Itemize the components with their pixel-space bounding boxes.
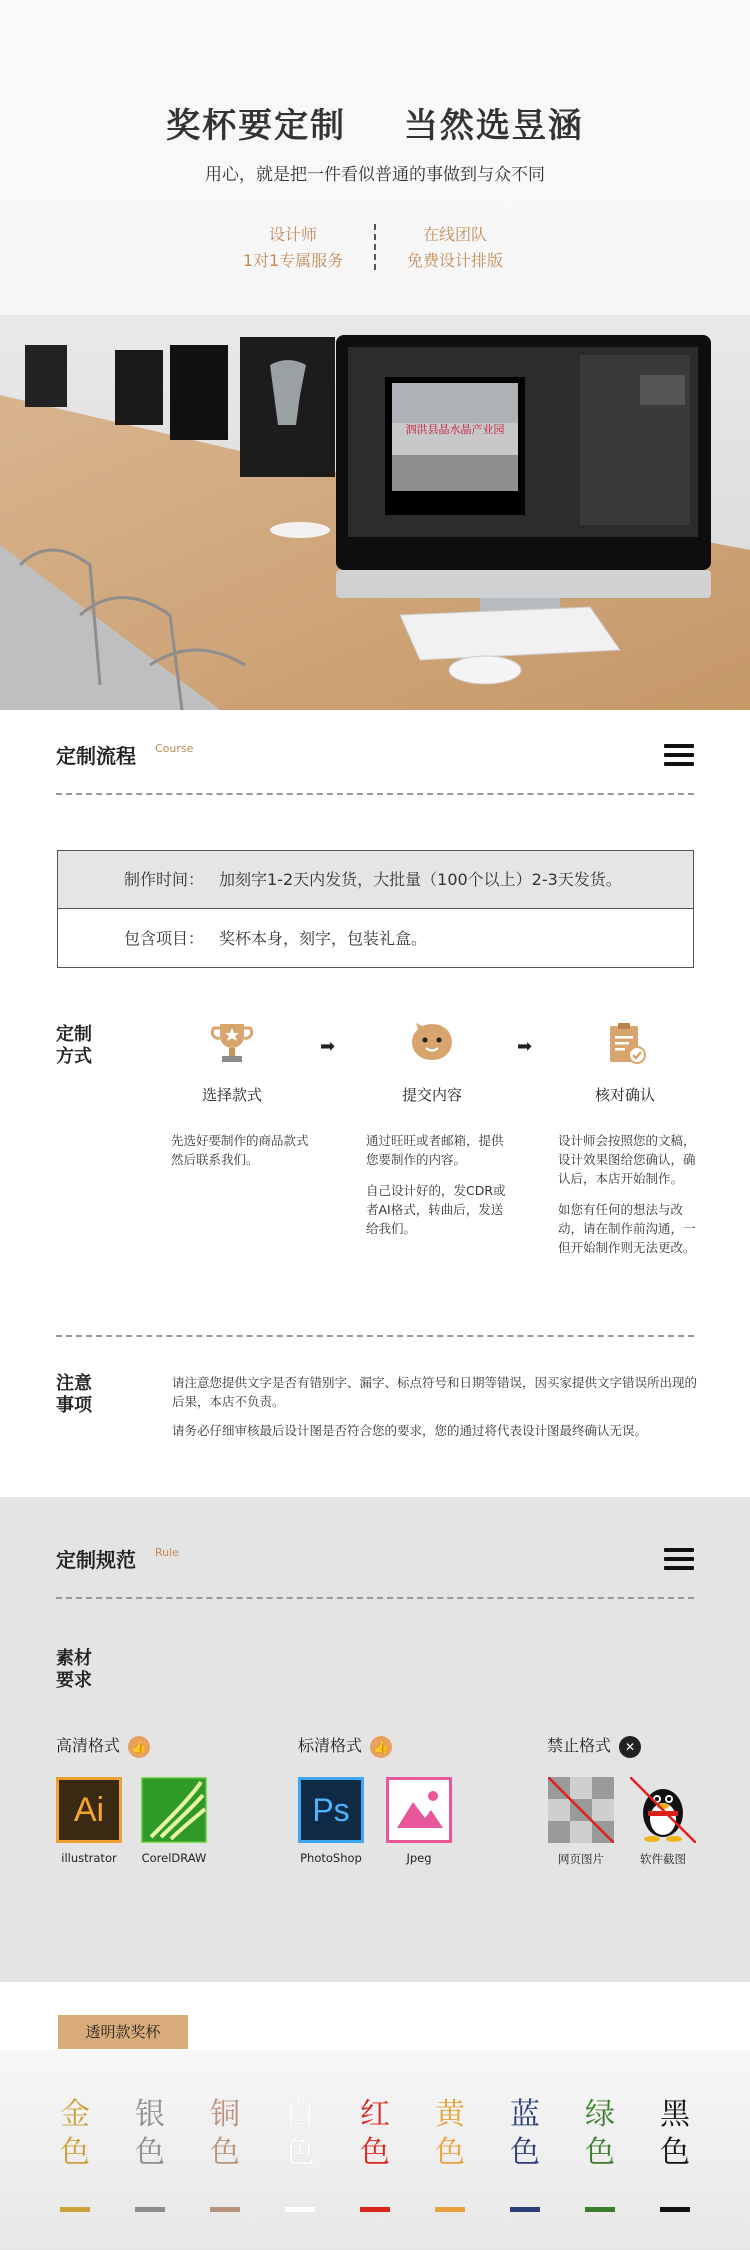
hero-title [0,98,750,147]
color-swatch [285,2207,315,2212]
rules-title-en: Rule [155,1546,179,1559]
hero-subtitle: 用心，就是把一件看似普通的事做到与众不同 [205,165,545,185]
screen-sign: 泗洪县晶水晶产业园 [405,423,505,436]
step-title: 提交内容 [401,1086,462,1104]
color-char: 红 [360,2097,390,2132]
color-option[interactable] [130,2096,170,2172]
material-label-line: 素材 [56,1648,92,1669]
step-desc-text: 通过旺旺或者邮箱，提供您要制作的内容。 [366,1133,504,1167]
app-label: 网页图片 [558,1852,604,1866]
step-title: 核对确认 [594,1086,655,1104]
ban-icon: ✕ [619,1736,641,1758]
rules-title: 定制规范 [56,1548,136,1572]
format-hd-head [56,1733,150,1758]
color-option[interactable] [580,2096,620,2172]
color-swatch [360,2207,390,2212]
color-char: 色 [135,2135,165,2170]
step-desc-text: 设计师会按照您的文稿，设计效果图给您确认，确认后，本店开始制作。 [558,1133,696,1186]
illustrator-icon: Ai [56,1777,122,1843]
note-text: 请注意您提供文字是否有错别字、漏字、标点符号和日期等错误，因买家提供文字错误所出现的后果，本店不负责。 [172,1375,698,1409]
color-char: 黄 [435,2097,465,2132]
method-label-line: 定制 [56,1024,92,1045]
color-char: 色 [210,2135,240,2170]
color-char: 金 [60,2097,90,2132]
process-title-en: Course [155,742,194,755]
computer-lab-photo [0,315,750,710]
format-head-label: 高清格式 [56,1736,121,1755]
step-select-style [147,1020,317,1105]
photoshop-icon: Ps [298,1777,364,1843]
material-label [56,1648,92,1692]
note-label-line: 注意 [56,1373,92,1394]
table-row [58,910,693,968]
color-option[interactable] [280,2096,320,2172]
method-label-line: 方式 [56,1046,92,1067]
step-title: 选择款式 [201,1086,262,1104]
coreldraw-icon [141,1777,207,1843]
arrow-right-icon: ➡ [517,1036,533,1057]
feature-designer [203,222,383,274]
notes [172,1373,697,1450]
step-desc-text: 先选好要制作的商品款式然后联系我们。 [171,1133,309,1167]
process-title: 定制流程 [56,744,136,768]
color-swatch [435,2207,465,2212]
color-char: 色 [510,2135,540,2170]
color-option[interactable] [205,2096,245,2172]
section-divider [56,793,694,795]
table-row [58,851,693,909]
color-char: 黑 [660,2097,690,2132]
trophy-icon [209,1020,255,1066]
color-char: 铜 [210,2097,240,2132]
color-char: 色 [435,2135,465,2170]
app-label: CorelDRAW [141,1851,207,1865]
color-option[interactable] [430,2096,470,2172]
color-char: 白 [285,2097,315,2132]
color-option[interactable] [355,2096,395,2172]
color-option[interactable] [505,2096,545,2172]
transparent-trophy-tag: 透明款奖杯 [58,2015,188,2049]
step-description [558,1131,698,1269]
color-char: 银 [135,2097,165,2132]
feature-line: 设计师 [268,225,317,244]
thumbs-up-icon: 👍 [370,1736,392,1758]
color-char: 色 [660,2135,690,2170]
color-char: 色 [585,2135,615,2170]
color-char: 色 [360,2135,390,2170]
chat-icon [409,1020,455,1066]
step-description [171,1131,311,1181]
color-swatch [60,2207,90,2212]
qq-penguin-icon [630,1777,696,1843]
color-option[interactable] [655,2096,695,2172]
step-confirm [540,1020,710,1105]
color-swatch [510,2207,540,2212]
color-char: 色 [285,2135,315,2170]
color-swatch [660,2207,690,2212]
menu-icon[interactable] [664,744,694,766]
row-value: 加刻字1-2天内发货，大批量（100个以上）2-3天发货。 [219,870,622,889]
format-head-label: 禁止格式 [547,1736,612,1755]
color-swatch [135,2207,165,2212]
row-label: 制作时间： [124,870,205,889]
feature-line: 免费设计排版 [406,251,503,270]
app-label: illustrator [61,1851,117,1865]
row-label: 包含项目： [124,929,205,948]
color-swatch [585,2207,615,2212]
step-desc-text: 自己设计好的，发CDR或者AI格式，转曲后，发送给我们。 [366,1183,506,1236]
app-label: 软件截图 [640,1852,686,1866]
color-char: 蓝 [510,2097,540,2132]
note-text: 请务必仔细审核最后设计图是否符合您的要求，您的通过将代表设计图最终确认无误。 [172,1423,648,1438]
color-swatch [210,2207,240,2212]
color-option[interactable] [55,2096,95,2172]
section-divider [56,1597,694,1599]
section-divider [56,1335,694,1337]
method-label [56,1024,92,1068]
menu-icon[interactable] [664,1548,694,1570]
note-label [56,1373,92,1417]
web-image-icon [548,1777,614,1843]
arrow-right-icon: ➡ [320,1036,336,1057]
format-sd-head [298,1733,392,1758]
feature-line: 1对1专属服务 [242,251,344,270]
color-char: 绿 [585,2097,615,2132]
format-banned-head [547,1733,641,1758]
info-table [57,850,694,968]
color-char: 色 [60,2135,90,2170]
app-label: Jpeg [406,1851,432,1865]
app-label: PhotoShop [300,1851,362,1865]
step-desc-text: 如您有任何的想法与改动，请在制作前沟通，一但开始制作则无法更改。 [558,1202,696,1255]
step-submit-content [347,1020,517,1105]
jpeg-icon [386,1777,452,1843]
material-label-line: 要求 [56,1670,92,1691]
thumbs-up-icon: 👍 [128,1736,150,1758]
format-head-label: 标清格式 [298,1736,363,1755]
note-label-line: 事项 [56,1395,92,1416]
hero-title-left: 奖杯要定制 [166,106,347,146]
hero-title-right: 当然选昱涵 [403,106,584,146]
step-description [366,1131,506,1250]
feature-line: 在线团队 [422,225,487,244]
clipboard-check-icon [602,1020,648,1066]
row-value: 奖杯本身，刻字，包装礼盒。 [219,929,428,948]
feature-team [365,222,545,274]
